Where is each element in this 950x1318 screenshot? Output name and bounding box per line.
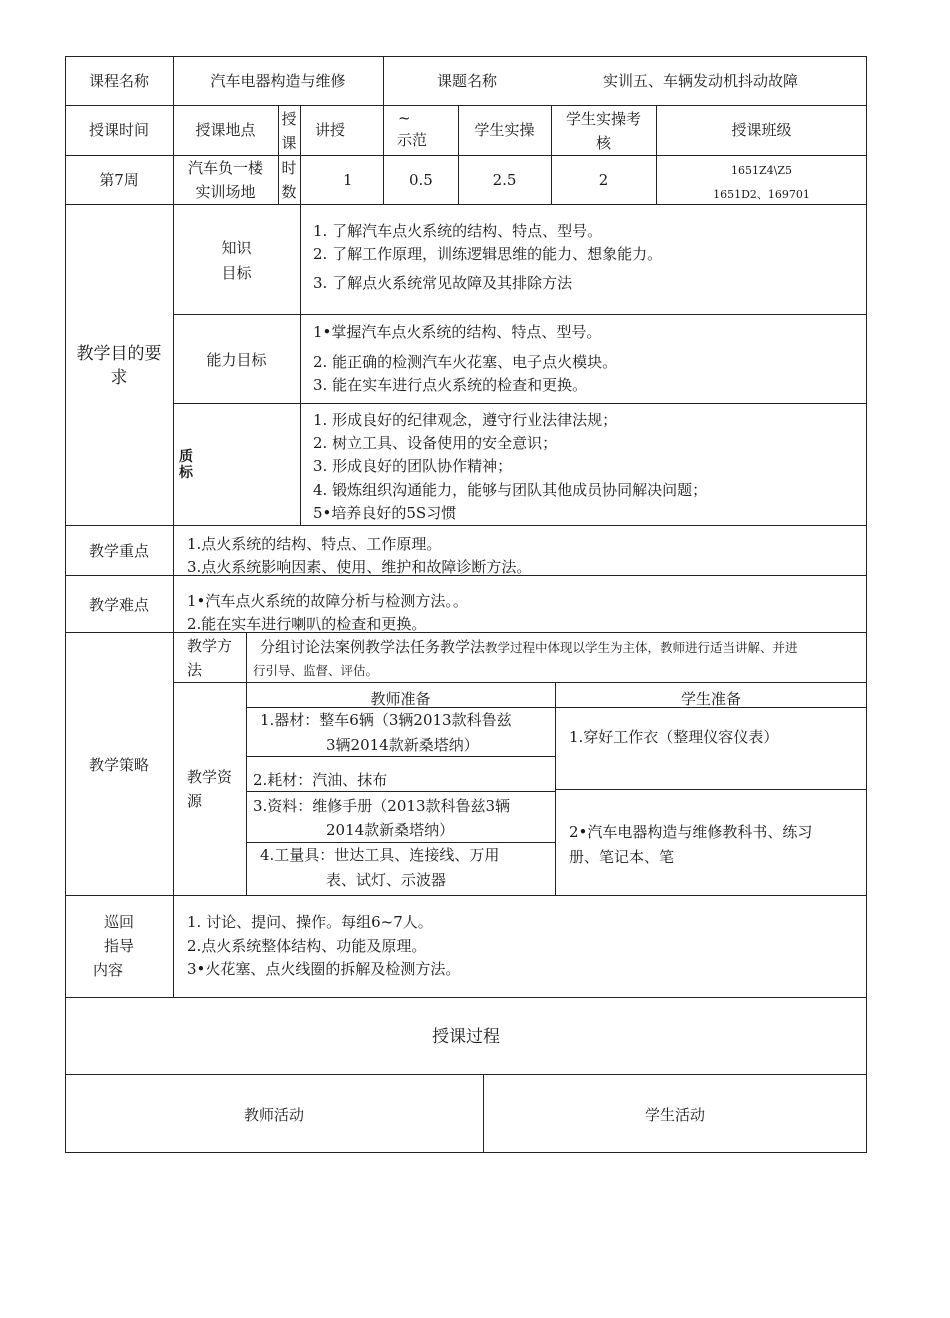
place-value-2: 实训场地: [195, 183, 256, 201]
lecture-value: 1: [343, 171, 353, 189]
row-divider: [65, 895, 867, 896]
table-border-top: [65, 56, 867, 57]
knowledge-goal-label-1: 知识: [221, 239, 252, 257]
method-note-line-2: 行引导、监督、评估。: [253, 663, 379, 678]
column-divider: [173, 895, 174, 997]
student-prep-item: 1.穿好工作衣（整理仪容仪表）: [569, 728, 779, 746]
quality-item: 1. 形成良好的纪律观念，遵守行业法律法规；: [313, 411, 618, 429]
time-label: 授课时间: [88, 121, 149, 139]
method-label-1: 教学方: [187, 637, 233, 655]
strategy-label: 教学策略: [88, 756, 149, 774]
key-points-label: 教学重点: [88, 542, 149, 560]
student-activity-header: 学生活动: [644, 1106, 705, 1124]
goals-label-2: 求: [110, 368, 128, 388]
hours-label-2: 课: [281, 134, 297, 152]
week-value: 第7周: [99, 171, 139, 189]
practice-label: 学生实操: [474, 121, 535, 139]
class-value-2: 1651D2、169701: [713, 188, 810, 201]
difficult-point-item: 2.能在实车进行喇叭的检查和更换。: [187, 615, 427, 633]
course-name-value: 汽车电器构造与维修: [210, 72, 346, 90]
teacher-prep-item: 2014款新桑塔纳）: [326, 821, 455, 839]
teacher-prep-item: 4.工量具：世达工具、连接线、万用: [260, 846, 500, 864]
quality-item: 3. 形成良好的团队协作精神；: [313, 457, 513, 475]
row-divider: [65, 1074, 867, 1075]
column-divider: [246, 632, 247, 895]
ability-item: 3. 能在实车进行点火系统的检查和更换。: [313, 376, 588, 394]
student-prep-item: 2•汽车电器构造与维修教科书、练习: [569, 823, 813, 841]
knowledge-goal-label-2: 目标: [221, 264, 252, 282]
knowledge-item: 1. 了解汽车点火系统的结构、特点、型号。: [313, 222, 603, 240]
teacher-prep-item: 3辆2014款新桑塔纳）: [326, 736, 479, 754]
row-divider: [173, 403, 867, 404]
student-prep-item: 册、笔记本、笔: [569, 848, 675, 866]
demo-label: 示范: [397, 131, 428, 149]
hours-label-4: 数: [281, 183, 297, 201]
lecture-label: 讲授: [315, 121, 346, 139]
goals-label-1: 教学目的要: [76, 344, 162, 364]
class-value-1: 1651Z4\Z5: [731, 164, 792, 177]
ability-item: 2. 能正确的检测汽车火花塞、电子点火模块。: [313, 353, 618, 371]
hours-label-1: 授: [281, 110, 297, 128]
row-divider: [65, 997, 867, 998]
patrol-label-1: 巡回: [103, 913, 134, 931]
patrol-label-3: 内容: [92, 961, 123, 979]
quality-item: 5•培养良好的5S习惯: [313, 504, 457, 522]
key-point-item: 3.点火系统影响因素、使用、维护和故障诊断方法。: [187, 558, 532, 576]
place-value-1: 汽车负一楼: [187, 159, 263, 177]
topic-label: 课题名称: [437, 72, 498, 90]
row-divider: [555, 789, 867, 790]
row-divider: [65, 105, 867, 106]
assess-label-2: 核: [595, 134, 611, 152]
row-divider: [173, 314, 867, 315]
practice-value: 2.5: [492, 171, 517, 189]
teacher-prep-item: 表、试灯、示波器: [326, 871, 447, 889]
column-divider: [383, 56, 384, 204]
column-divider: [300, 204, 301, 525]
teacher-prep-item: 3.资料：维修手册（2013款科鲁兹3辆: [253, 797, 511, 815]
row-divider: [65, 525, 867, 526]
table-border-bottom: [65, 1152, 867, 1153]
row-divider: [65, 632, 867, 633]
teacher-prep-header: 教师准备: [370, 690, 431, 708]
patrol-item: 2.点火系统整体结构、功能及原理。: [187, 937, 427, 955]
quality-item: 2. 树立工具、设备使用的安全意识；: [313, 434, 558, 452]
resource-label-1: 教学资: [187, 768, 233, 786]
resource-label-2: 源: [187, 792, 203, 810]
class-label: 授课班级: [731, 121, 792, 139]
assess-label-1: 学生实操考: [565, 110, 641, 128]
topic-value: 实训五、车辆发动机抖动故障: [603, 72, 799, 90]
demo-tilde: ~: [398, 109, 411, 127]
teacher-prep-item: 2.耗材：汽油、抹布: [253, 771, 388, 789]
key-point-item: 1.点火系统的结构、特点、工作原理。: [187, 535, 442, 553]
course-name-label: 课程名称: [88, 72, 149, 90]
process-title: 授课过程: [432, 1027, 500, 1047]
patrol-label-2: 指导: [103, 937, 134, 955]
teacher-activity-header: 教师活动: [243, 1106, 304, 1124]
demo-value: 0.5: [409, 171, 433, 189]
place-label: 授课地点: [195, 121, 256, 139]
hours-label-3: 时: [281, 159, 297, 177]
student-prep-header: 学生准备: [680, 690, 741, 708]
teacher-prep-item: 1.器材：整车6辆（3辆2013款科鲁兹: [260, 711, 512, 729]
method-note-text: 教学过程中体现以学生为主体，教师进行适当讲解、并进: [485, 640, 798, 655]
table-border-right: [866, 56, 867, 1153]
ability-goal-label: 能力目标: [206, 351, 267, 369]
assess-value: 2: [598, 171, 609, 189]
ability-item: 1•掌握汽车点火系统的结构、特点、型号。: [313, 323, 602, 341]
knowledge-item: 3. 了解点火系统常见故障及其排除方法: [313, 274, 573, 292]
quality-goal-label-2: 标: [179, 465, 193, 481]
patrol-item: 3•火花塞、点火线圈的拆解及检测方法。: [187, 960, 461, 978]
difficult-points-label: 教学难点: [88, 596, 149, 614]
column-divider: [555, 682, 556, 895]
method-main-text: 分组讨论法案例教学法任务教学法: [260, 638, 486, 656]
lesson-plan-table: [65, 56, 867, 1153]
difficult-point-item: 1•汽车点火系统的故障分析与检测方法。。: [187, 592, 468, 610]
quality-goal-label-1: 质: [179, 449, 193, 465]
quality-item: 4. 锻炼组织沟通能力，能够与团队其他成员协同解决问题；: [313, 481, 708, 499]
patrol-item: 1. 讨论、提问、操作。每组6~7人。: [187, 913, 433, 931]
method-main: [260, 635, 798, 660]
column-divider: [300, 105, 301, 204]
method-label-2: 法: [187, 661, 203, 679]
knowledge-item: 2. 了解工作原理，训练逻辑思维的能力、想象能力。: [313, 245, 663, 263]
